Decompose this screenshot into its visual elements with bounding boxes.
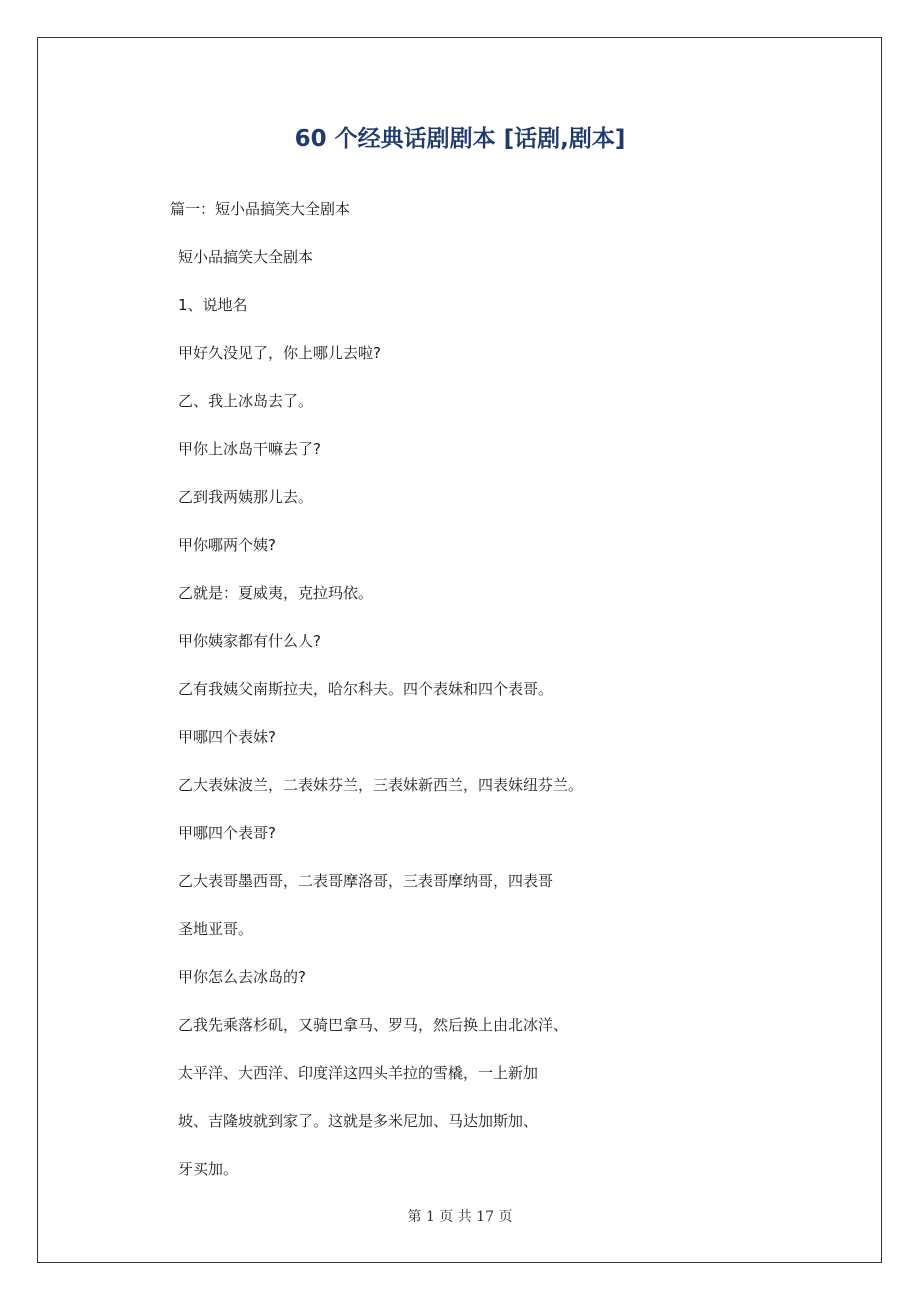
text-line: 短小品搞笑大全剧本: [178, 248, 314, 266]
text-line: 圣地亚哥。: [178, 920, 254, 938]
text-line: 乙、我上冰岛去了。: [178, 392, 314, 410]
text-line: 太平洋、大西洋、印度洋这四头羊拉的雪橇，一上新加: [178, 1064, 539, 1082]
page-number-footer: 第 1 页 共 17 页: [407, 1209, 513, 1225]
document-title: 60 个经典话剧剧本 [话剧,剧本]: [294, 126, 626, 152]
text-line: 甲好久没见了，你上哪儿去啦?: [178, 344, 381, 362]
text-line: 乙有我姨父南斯拉夫，哈尔科夫。四个表妹和四个表哥。: [178, 680, 554, 698]
text-line: 乙大表哥墨西哥，二表哥摩洛哥，三表哥摩纳哥，四表哥: [178, 872, 554, 890]
text-line: 乙到我两姨那儿去。: [178, 488, 314, 506]
text-line: 乙我先乘落杉矶，又骑巴拿马、罗马，然后换上由北冰洋、: [178, 1016, 569, 1034]
text-line: 甲你怎么去冰岛的?: [178, 968, 306, 986]
text-line: 乙大表妹波兰，二表妹芬兰，三表妹新西兰，四表妹纽芬兰。: [178, 776, 584, 794]
text-line: 甲哪四个表哥?: [178, 824, 276, 842]
text-line: 甲哪四个表妹?: [178, 728, 276, 746]
text-line: 乙就是：夏威夷，克拉玛依。: [178, 584, 374, 602]
text-line: 甲你哪两个姨?: [178, 536, 276, 554]
text-line: 甲你上冰岛干嘛去了?: [178, 440, 321, 458]
text-line: 牙买加。: [178, 1160, 239, 1178]
text-line: 甲你姨家都有什么人?: [178, 632, 321, 650]
text-line: 坡、吉隆坡就到家了。这就是多米尼加、马达加斯加、: [178, 1112, 539, 1130]
text-line: 1、说地名: [178, 296, 248, 314]
text-line: 篇一：短小品搞笑大全剧本: [170, 200, 351, 218]
